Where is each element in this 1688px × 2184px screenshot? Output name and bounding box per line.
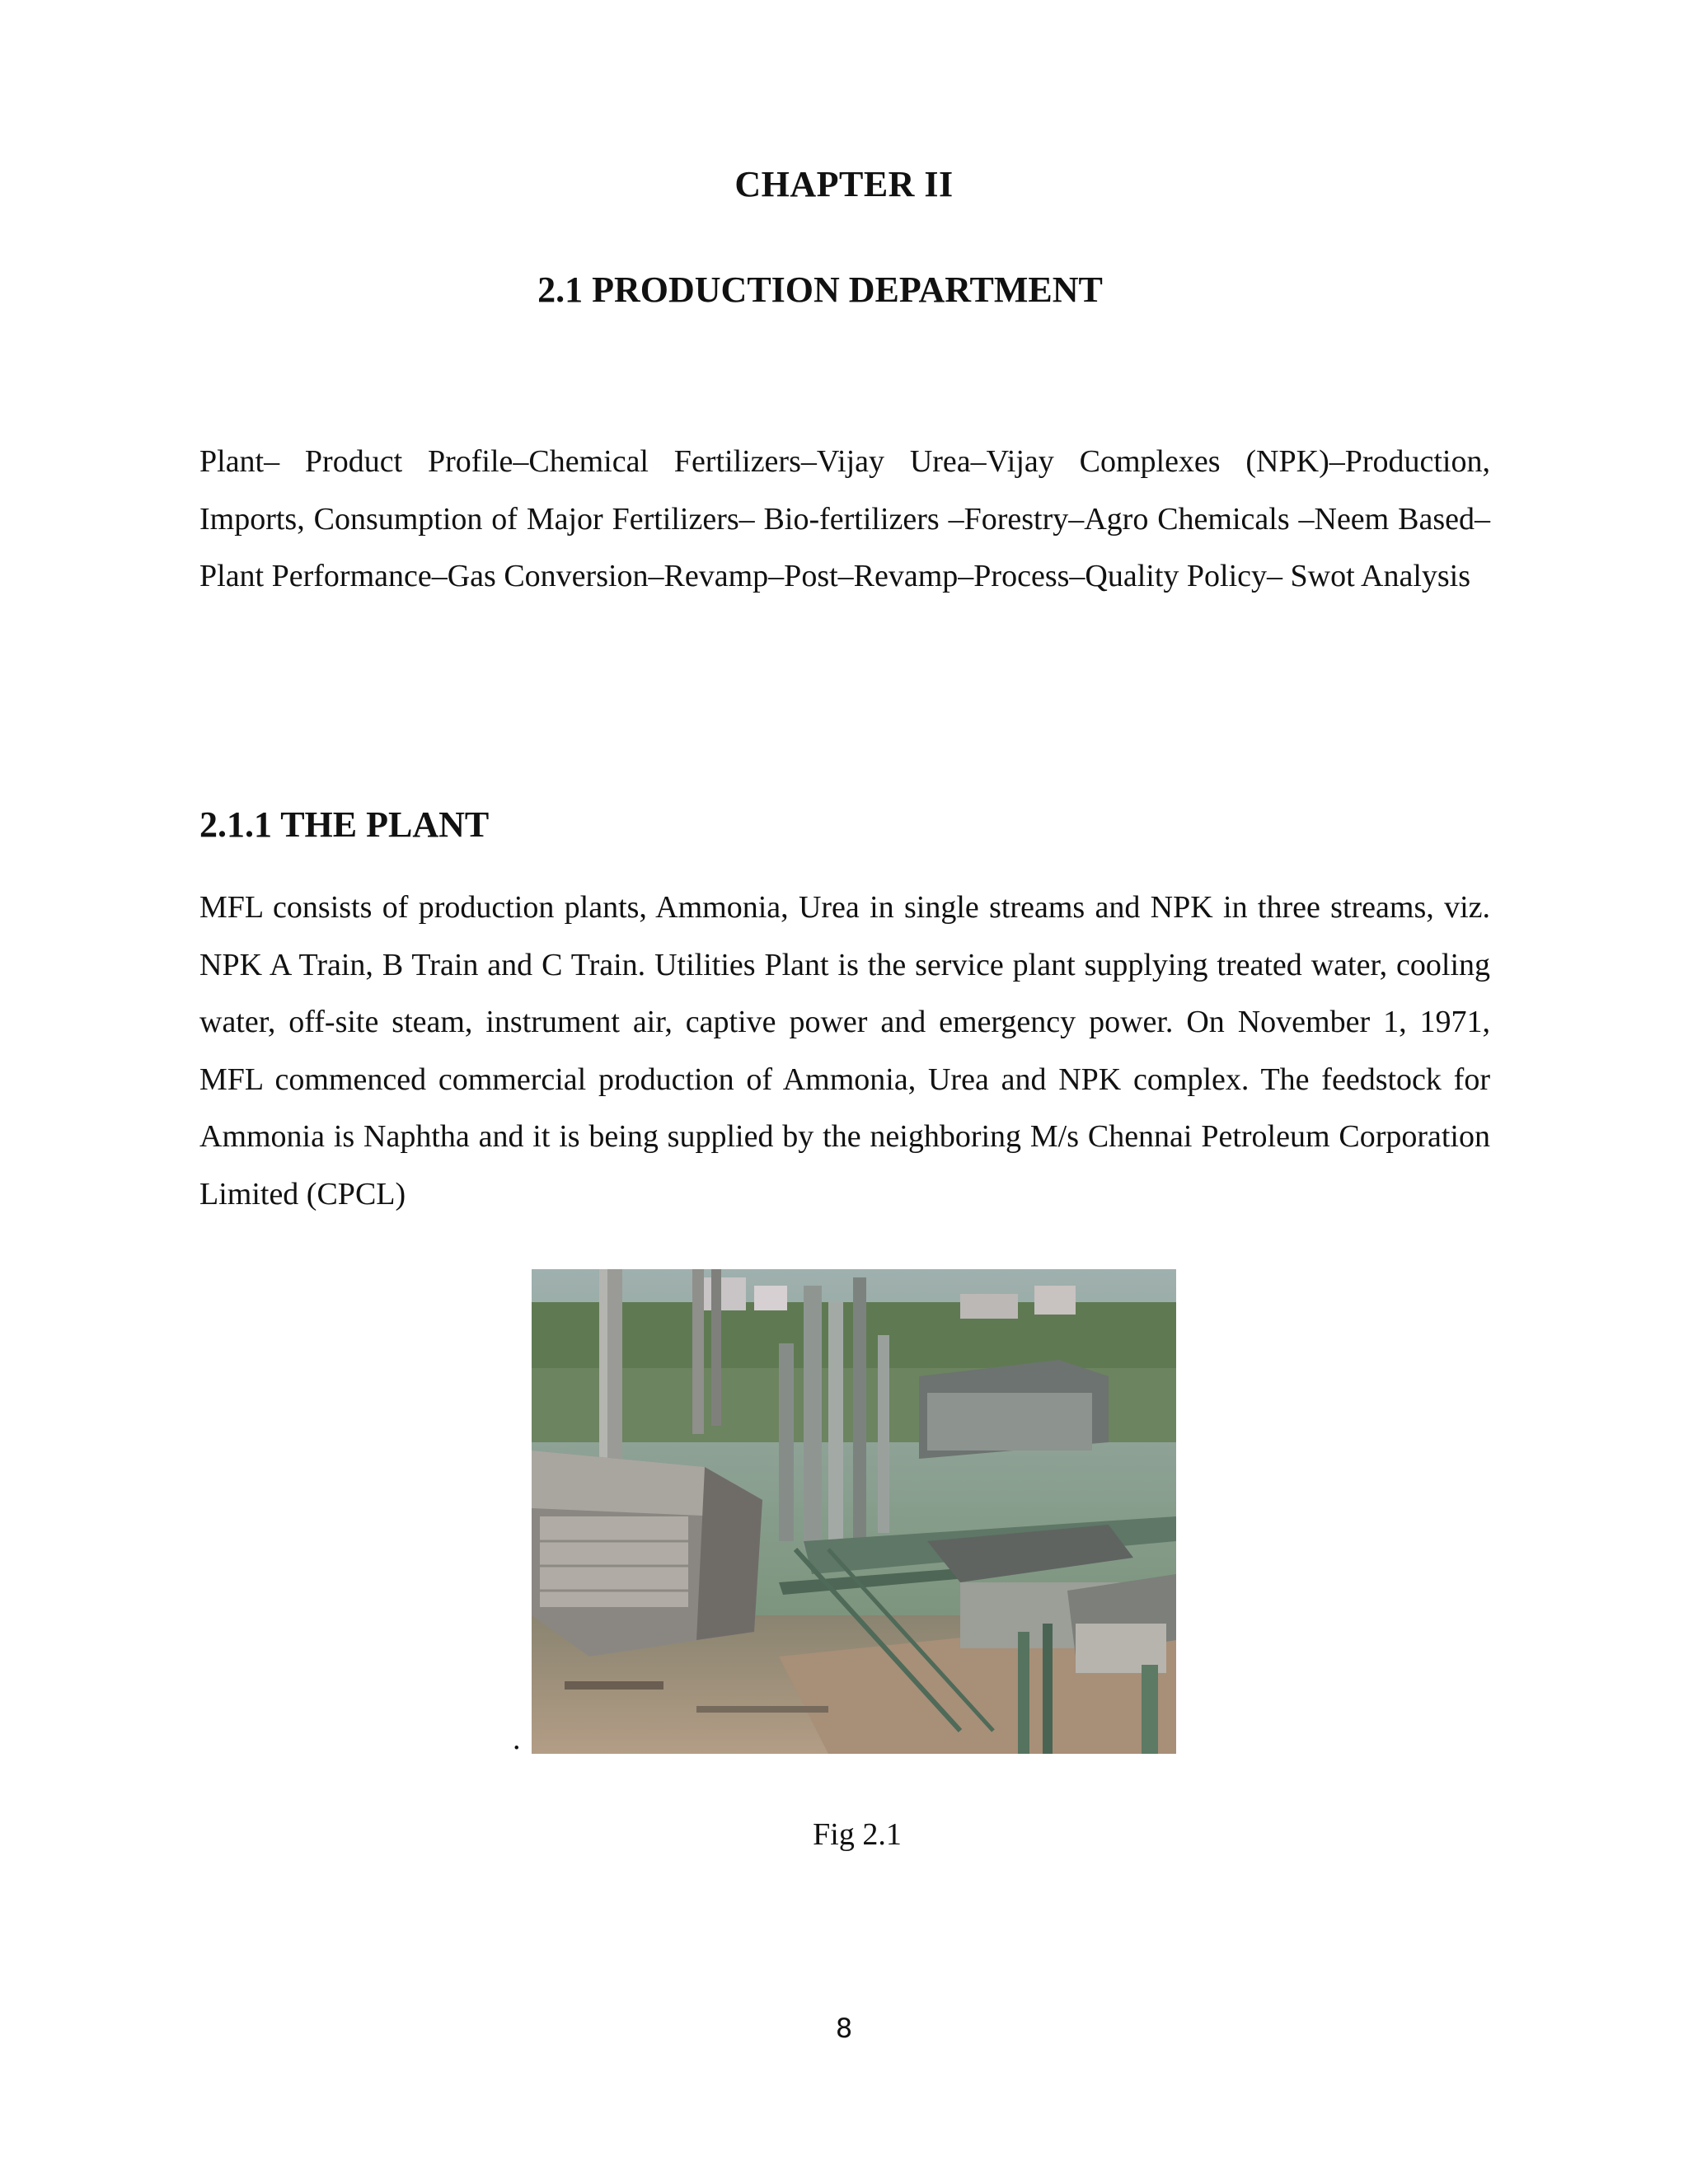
- plant-photo-illustration: [532, 1269, 1176, 1754]
- chapter-title: CHAPTER II: [734, 164, 954, 204]
- section-title: 2.1 PRODUCTION DEPARTMENT: [537, 269, 1103, 310]
- subsection-heading: 2.1.1 THE PLANT: [199, 804, 490, 845]
- page-number: 8: [835, 2013, 853, 2044]
- chapter-summary: Plant– Product Profile–Chemical Fertilizers–Vijay Urea–Vijay Complexes (NPK)–Production, Imports, Consumption of Major Fertilizers– Bio-fertilizers –Forestry–Agro Chemicals –Neem Based– Plant Performance–Gas Conversion–Revamp–Post–Revamp–Process–Quality Policy– Swot Analysis: [199, 444, 1490, 593]
- stray-mark: .: [513, 1722, 521, 1756]
- plant-photo: [532, 1269, 1176, 1754]
- plant-description: MFL consists of production plants, Ammonia, Urea in single streams and NPK in three streams, viz. NPK A Train, B Train and C Train. Utilities Plant is the service plant supplying treated water, cooling water, off-site steam, instrument air, captive power and emergency power. On November 1, 1971, MFL commenced commercial production of Ammonia, Urea and NPK complex. The feedstock for Ammonia is Naphtha and it is being supplied by the neighboring M/s Chennai Petroleum Corporation Limited (CPCL): [199, 890, 1490, 1212]
- figure-caption: Fig 2.1: [813, 1817, 902, 1852]
